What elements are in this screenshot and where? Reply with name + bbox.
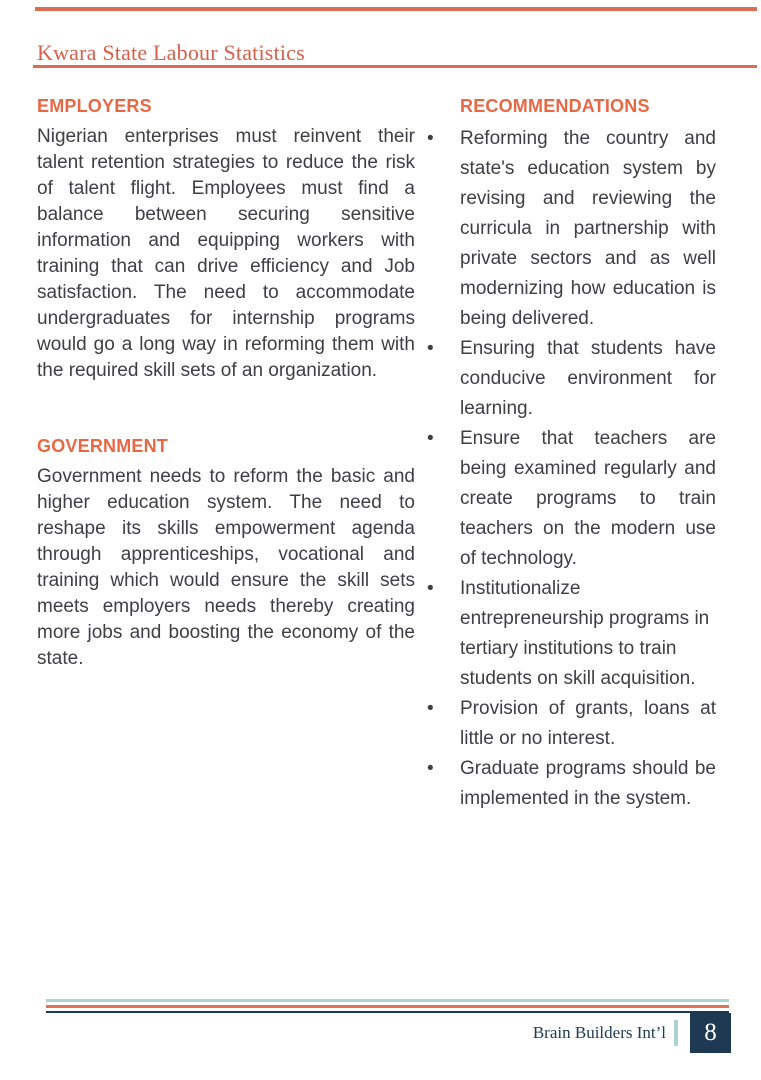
list-item (427, 574, 716, 694)
bullet-icon: • (427, 578, 434, 599)
list-item-text: Provision of grants, loans at little or no interest. (460, 698, 716, 749)
list-item-text: Institutionalize entrepreneurship programs in tertiary institutions to train students on skill acquisition. (460, 578, 710, 689)
list-item (427, 754, 716, 814)
government-heading: GOVERNMENT (37, 436, 169, 456)
list-item-text: Graduate programs should be implemented in the system. (460, 758, 716, 809)
bullet-icon: • (427, 698, 434, 719)
recommendations-heading: RECOMMENDATIONS (460, 96, 650, 116)
section-employers (37, 96, 415, 384)
left-column (37, 96, 415, 814)
footer-divider-bar (674, 1020, 678, 1046)
footer-rule-teal (46, 999, 729, 1002)
employers-heading: EMPLOYERS (37, 96, 152, 116)
content-columns (37, 96, 727, 814)
footer-rule-orange (46, 1005, 729, 1008)
footer-brand: Brain Builders Int’l (532, 1023, 666, 1042)
list-item-text: Ensuring that students have conducive environment for learning. (460, 338, 716, 419)
list-item (427, 424, 716, 574)
title-underline-rule (33, 65, 757, 68)
list-item (427, 694, 716, 754)
list-item (427, 124, 716, 334)
employers-body-text: Nigerian enterprises must reinvent their talent retention strategies to reduce the risk of talent flight. Employees must find a balance between securing sensitive information and equipping workers with training that can drive efficiency and Job satisfaction. The need to accommodate undergraduates for internship programs would go a long way in reforming them with the required skill sets of an organization. (37, 126, 415, 381)
top-border-rule (35, 7, 757, 11)
footer-right-group (533, 1013, 731, 1053)
list-item-text: Reforming the country and state's education system by revising and reviewing the curricula in partnership with private sectors and as well modernizing how education is being delivered. (460, 128, 716, 329)
bullet-icon: • (427, 428, 434, 449)
recommendations-list (427, 124, 716, 814)
right-column (427, 96, 716, 814)
bullet-icon: • (427, 758, 434, 779)
section-government (37, 436, 415, 672)
list-item (427, 334, 716, 424)
page-title: Kwara State Labour Statistics (37, 40, 305, 65)
bullet-icon: • (427, 128, 434, 149)
list-item-text: Ensure that teachers are being examined regularly and create programs to train teachers on the modern use of technology. (460, 428, 716, 569)
bullet-icon: • (427, 338, 434, 359)
government-body-text: Government needs to reform the basic and higher education system. The need to reshape its skills empowerment agenda through apprenticeships, vocational and training which would ensure the skill sets meets employers needs thereby creating more jobs and boosting the economy of the state. (37, 466, 415, 669)
page-number-box: 8 (690, 1013, 731, 1053)
